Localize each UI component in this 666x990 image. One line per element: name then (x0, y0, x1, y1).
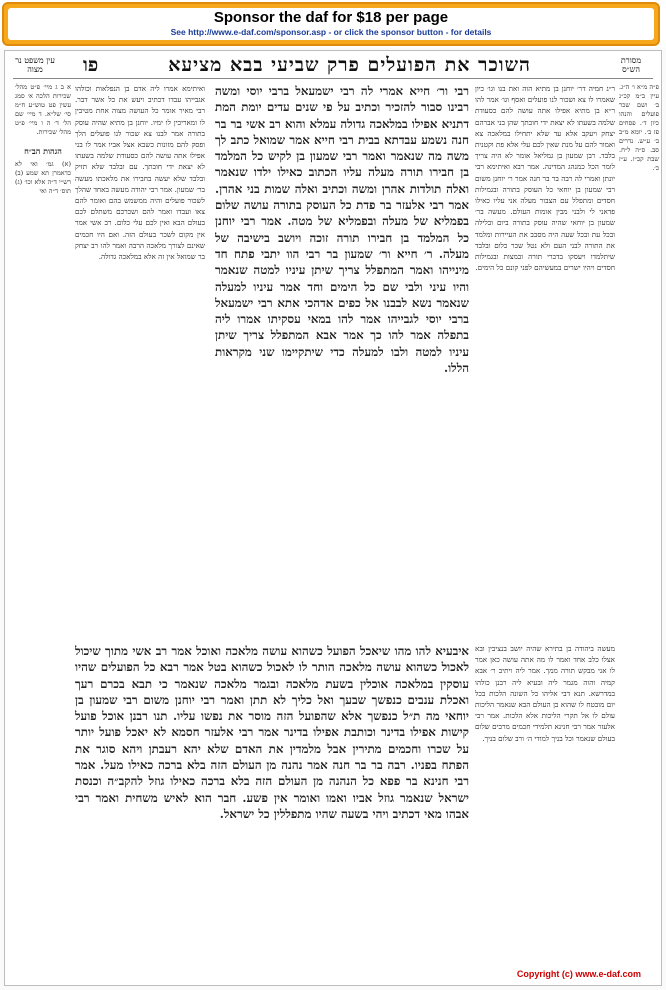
page-frame (4, 50, 662, 986)
hagahot-notes: (א) גמ׳ ואי לא כדאמרן תא שמע (ב) רש״י ד״ה אלא וכו׳ (ג) תוס׳ ד״ה ואי (15, 160, 71, 195)
rashi-commentary-lower: מעשה ביהודה בן בתירא שהיה יושב בנציבין ובא אצלו כלב אחד ואמר לו מה אתה עושה כאן אמר לו אני מבקש תורה ממך. אמר ליה ויתיב ר׳ אבא קמיה והוה מגמר ליה ובעיא ליה רבנן כולהו במדרשא. תנא דבי אליהו כל השונה הלכות בכל יום מובטח לו שהוא בן העולם הבא שנאמר הליכות עולם לו אל תקרי הליכות אלא הלכות. אמר רבי אלעזר אמר רבי חנינא תלמידי חכמים מרבים שלום בעולם שנאמר וכל בניך למודי ה׳ ורב שלום בניך. (475, 644, 615, 743)
hagahot-heading: הגהות הב״ח (24, 146, 62, 156)
copyright-notice[interactable]: Copyright (c) www.e-daf.com (516, 969, 641, 979)
eyn-mishpat-heading: עין משפט נר מצוה (15, 56, 55, 74)
header-rule (13, 78, 653, 79)
mesoret-margin: פ״ה מ״א ו׳ ה״ג. עיין ב״מ קכ״ג ב׳ ושם שכר פועלים והנהו כיון ד׳. פסחים פז ב׳. יומא מ״ב ב׳ ע״ש. נדרים סב. ס״ה ל״ח. שבת קכ״ז. ע״ז כ׳. (619, 83, 659, 172)
sponsor-banner-inner (8, 8, 654, 40)
page-header (15, 54, 651, 76)
sponsor-link[interactable]: See http://www.e-daf.com/sponsor.asp - or click the sponsor button - for details (170, 27, 492, 37)
talmud-page (0, 48, 666, 990)
page-number: פו (83, 54, 99, 76)
gemara-text-lower: איבעיא להו מהו שיאכל הפועל כשהוא עושה מלאכה ואוכל אמר רב אשי מתוך שיכול לאכול כשהוא עושה מלאכה הותר לו לאכול כשהוא בטל אמר רבא כל הפועלים שהיו עוסקין במלאכה אוכלין בשעת מלאכה ובגמר מלאכה שנאמר כי תבא בכרם רעך ואכלת ענבים כנפשך שבעך ואל כליך לא תתן ואמר רבי יוחנן משום רבי שמעון בן יוחאי מה ת״ל כנפשך אלא שהפועל הזה מוסר את נפשו עליו. תנו רבנן אוכל פועל קישות אפילו בדינר וכותבת אפילו בדינר אמר רבי אלעזר חסמא לא יאכל פועל יותר על שכרו וחכמים מתירין אבל מלמדין את האדם שלא יהא רעבתן ויהא סוגר את הפתח בפניו. רבה בר בר חנה אמר נהנה מן העולם הזה בלא ברכה כאילו מעל. אמר רבי חנינא בר פפא כל הנהנה מן העולם הזה בלא ברכה כאילו גוזל להקב״ה וכנסת ישראל שנאמר גוזל אביו ואמו ואומר אין פשע. חבר הוא לאיש משחית ואמר רבי אבהו מאי דכתיב ויהי בשעה שהיו מתפללין כל ישראל. (75, 644, 469, 821)
mesoret-heading: מסורת הש״ס (620, 56, 642, 74)
tosafot-commentary: ואיתימא אמרו ליה אדם בן הנפלאות וכולהו אגבייהו עבדו דכתיב ויעש את כל אשר דבר. רבי מאיר אומר כל העושה מצוה אחת מטיבין לו ומאריכין לו ימיו. יוחנן בן מתיא שהיה עוסק בתורה אמר לבנו צא שכור לנו פועלים הלך ופסק להם מזונות כשבא אצל אביו אמר לו בני אפילו אתה עושה להם כסעודת שלמה בשעתו לא יצאת ידי חובתך. עם ובלבד שלא תזיק ובלבד שלא יעשה בחבירו את מלאכתו מעשה בר׳ שמעון. אמר רבי יהודה מעשה באחד שהלך לשכור פועלים והיה ממשמש בהם ואומר להם צאו ועבדו ואמר להם ושכרכם משתלם לכם בעולם הבא ואין לכם עלי כלום. רב אשי אמר אין מקום לשכר בעולם הזה. ואם היו חכמים שאינם לצורך מלאכה הרבה ואמר להו רב יצחק בר שמואל אין זה אלא במלאכה גדולה. (75, 84, 205, 262)
sponsor-banner[interactable] (2, 2, 660, 46)
eyn-mishpat-margin (15, 83, 71, 943)
rashi-commentary: ר״ג חמיה דר׳ יוחנן בן מתיא הוה ואת בנו וגו׳ כיון שאמרו לו צא ושכור לנו פועלים ואסף וגו׳ אמר להו ר״א בן מתיא אפילו אתה עושה להם כסעודת שלמה בשעתו לא יצאת ידי חובתך שהן בני אברהם יצחק ויעקב אלא עד שלא יתחילו במלאכה צא ואמור להם על מנת שאין לכם עלי אלא פת וקטנית בלבד. רבן שמעון בן גמליאל אומר לא היה צריך לומר הכל כמנהג המדינה. אמר רבא ואיתימא רבי יונתן ואמרי לה רבה בר בר חנה אמר ר׳ יוחנן משום רבי שמעון בן יוחאי כל העוסק בתורה ובגמילות חסדים ומתפלל עם הצבור מעלה אני עליו כאילו פדאני לי ולבני מבין אומות העולם. מעשה בר׳ שמעון בן יוחאי שהיה עוסק בתורה ביום ובלילה ובכל עת ובכל שעה היה מסבב את העיירות ומלמד את התורה לבני העם ולא נטל שכר כלום ובלבד שיתלמדו ויעסקו בדברי תורה ובמצות ובגמילות חסדים ויהיו ישרים במעשיהם לפני קונם כל הימים. (475, 84, 615, 273)
sponsor-title[interactable]: Sponsor the daf for $18 per page (213, 9, 449, 26)
eyn-mishpat-notes: א ב ג מיי׳ פ״ט מהל׳ שכירות הלכה א׳ סמג עשין פט טוש״ע ח״מ סי׳ של״א. ד מיי׳ שם הל׳ ד׳ ה ו מיי׳ פ״ט מהל׳ שכירות. (15, 83, 71, 136)
gemara-text: רבי ור׳ חייא אמרי לה רבי ישמעאל ברבי יוסי ומשה רבינו סבור להזכיר וכתיב על פי שנים עדים יומת המת דתניא אפילו במלאכה גדולה עמלא והוא רב אשי בר בר חנה נשמע עבדתא בבית רבי חייא אמר שמואל כתב לך משה מה שנאמר ואמר רבי שמעון בן לקיש כל המלמד בן חבירו תורה מעלה עליו הכתוב כאילו ילדו שנאמר ואלה תולדות אהרן ומשה וכתיב ואלה שמות בני אהרן. אמר רבי אלעזר בר פדת כל העוסק בתורה עושה שלום בפמליא של מעלה ובפמליא של מטה. אמר רבי יוחנן כל המלמד בן חבירו תורה זוכה ויושב בישיבה של מעלה. ר׳ חייא ור׳ שמעון בר רבי הוו יתבי פתח חד מינייהו ואמר המתפלל צריך שיתן עיניו למטה שנאמר והיו עיני ולבי שם כל הימים וחד אמר עיניו למעלה שנאמר נשא לבבנו אל כפים אדהכי אתא רבי ישמעאל ברבי יוסי לגבייהו אמר להו במאי עסקיתו אמרו ליה בתפלה אמר להו כך אמר אבא המתפלל צריך שיתן עיניו למטה ולבו למעלה כדי שיתקיימו שני מקראות הללו. (215, 84, 469, 376)
chapter-title: השוכר את הפועלים פרק שביעי בבא מציעא (168, 54, 531, 76)
